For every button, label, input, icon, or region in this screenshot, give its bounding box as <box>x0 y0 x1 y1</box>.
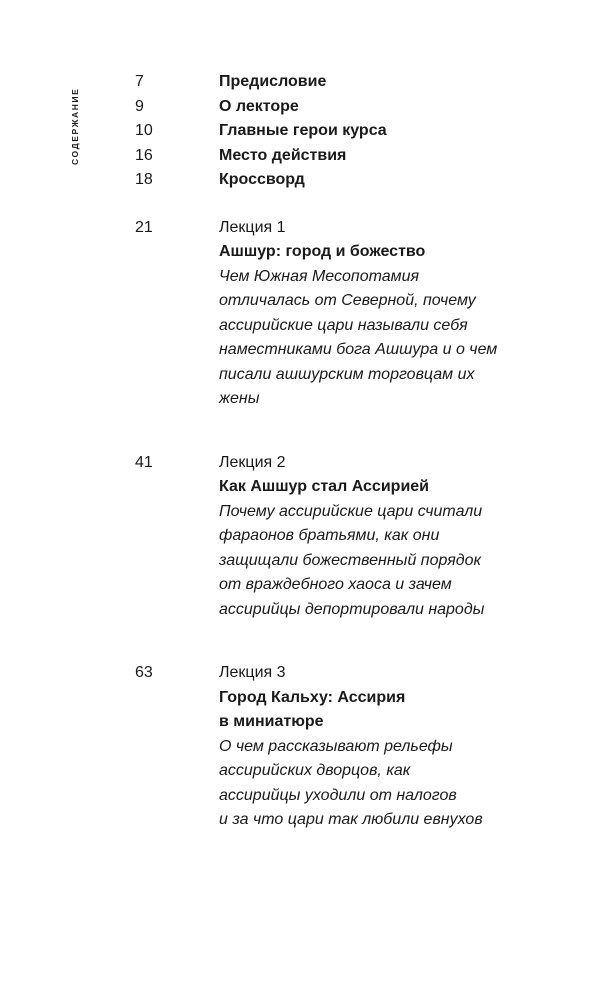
description-line: наместниками бога Ашшура и о чем <box>219 341 498 358</box>
page-number: 10 <box>135 122 153 139</box>
lecture-label: Лекция 1 <box>219 218 286 236</box>
lecture-title-line: в миниатюре <box>219 713 324 730</box>
description-line: Почему ассирийские цари считали <box>219 502 483 520</box>
page-number: 7 <box>135 73 144 90</box>
lecture-description <box>219 735 555 833</box>
toc-entry-preface[interactable] <box>135 70 555 95</box>
entry-title: Предисловие <box>219 73 327 90</box>
lecture-title <box>219 475 555 500</box>
entry-title: Главные герои курса <box>219 122 387 139</box>
page-number: 63 <box>135 664 153 681</box>
section-label: СОДЕРЖАНИЕ <box>70 87 80 165</box>
description-line: ассирийцы уходили от налогов <box>219 786 457 804</box>
page-number: 16 <box>135 146 153 164</box>
toc-entry-lecture-1[interactable] <box>135 216 555 412</box>
toc-entry-main-characters[interactable] <box>135 119 555 144</box>
toc-entry-lecture-3[interactable] <box>135 661 555 833</box>
entry-title: Место действия <box>219 146 347 164</box>
description-line: защищали божественный порядок <box>219 551 482 569</box>
toc-entry-lecture-2[interactable] <box>135 451 555 623</box>
toc-entry-setting[interactable] <box>135 144 555 169</box>
page-number: 21 <box>135 218 153 236</box>
toc-entry-about-lecturer[interactable] <box>135 95 555 120</box>
description-line: фараонов братьями, как они <box>219 527 440 544</box>
lecture-title <box>219 686 555 735</box>
description-line: жены <box>219 390 260 407</box>
description-line: ассирийцы депортировали народы <box>219 600 485 618</box>
table-of-contents <box>135 70 555 833</box>
entry-title: О лекторе <box>219 97 299 115</box>
page-number: 9 <box>135 97 144 115</box>
description-line: от враждебного хаоса и зачем <box>219 576 452 593</box>
description-line: писали ашшурским торговцам их <box>219 365 475 383</box>
lecture-description <box>219 265 555 412</box>
entry-title: Кроссворд <box>219 171 305 188</box>
description-line: ассирийских дворцов, как <box>219 762 411 779</box>
lecture-title <box>219 240 555 265</box>
description-line: ассирийские цари называли себя <box>219 316 468 334</box>
page-number: 41 <box>135 453 153 471</box>
lecture-title-line: Как Ашшур стал Ассирией <box>219 478 430 495</box>
description-line: отличалась от Северной, почему <box>219 292 476 309</box>
page-number: 18 <box>135 171 153 188</box>
lecture-title-line: Ашшур: город и божество <box>219 243 426 260</box>
lecture-label: Лекция 2 <box>219 453 286 471</box>
description-line: О чем рассказывают рельефы <box>219 737 453 755</box>
lecture-label: Лекция 3 <box>219 664 286 681</box>
description-line: и за что цари так любили евнухов <box>219 811 483 828</box>
description-line: Чем Южная Месопотамия <box>219 267 420 285</box>
lecture-description <box>219 500 555 623</box>
lecture-title-line: Город Кальху: Ассирия <box>219 688 406 706</box>
toc-entry-crossword[interactable] <box>135 168 555 193</box>
